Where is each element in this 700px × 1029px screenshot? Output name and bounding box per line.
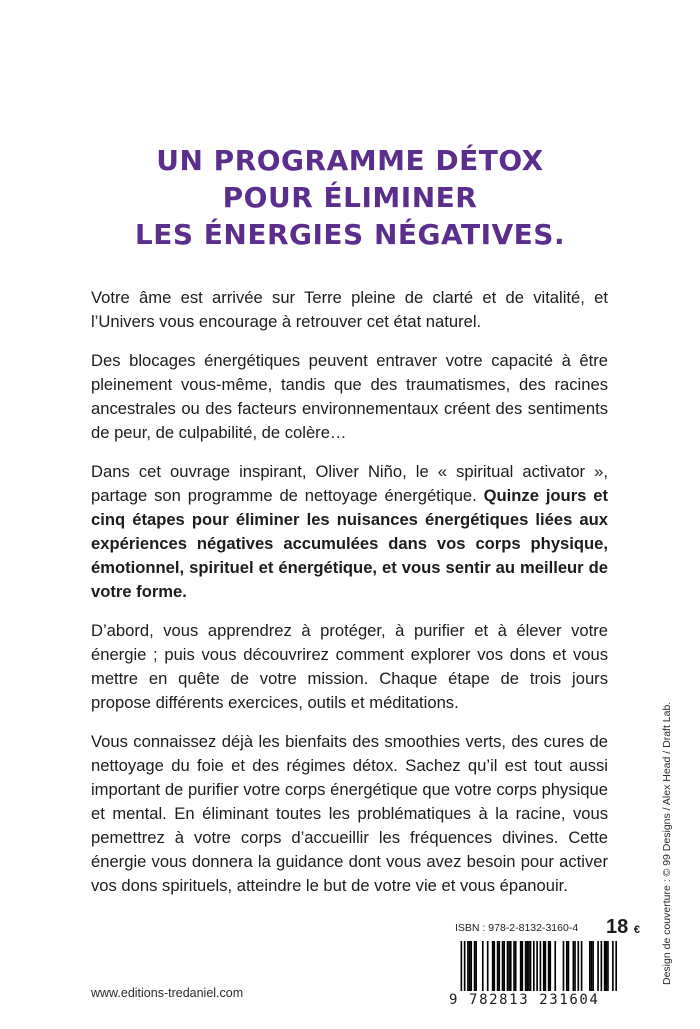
barcode-bar [573,941,575,997]
barcode-bars [449,941,617,997]
price-currency: € [633,924,640,936]
barcode-bar [566,941,568,997]
barcode-digits: 9 782813 231604 [449,991,617,1009]
barcode-bar [577,941,579,997]
barcode-bar [513,941,515,997]
barcode-bar [543,941,545,997]
barcode-bar [549,941,551,997]
barcode-bar [548,941,550,997]
barcode-bar [503,941,505,997]
price [606,916,640,939]
barcode-bar [545,941,547,997]
barcode-bar [487,941,489,997]
barcode-bar [510,941,512,997]
barcode-bar [605,941,607,997]
barcode-bar [520,941,522,997]
isbn-price-row [455,914,640,942]
barcode-bar [493,941,495,997]
barcode-bar [581,941,583,997]
barcode-bar [536,941,538,997]
paragraph-3-plain: Dans cet ouvrage inspirant, Oliver Niño, le « spiritual activator », partage son programme de nettoyage énergétique. [91,462,608,505]
barcode-bar [530,941,532,997]
paragraph-4: D’abord, vous apprendrez à protéger, à purifier et à élever votre énergie ; puis vous découvrirez comment explorer vos dons et vous mettre en quête de votre mission. Chaque étape de trois jours propose différents exercices, outils et méditations. [91,621,608,712]
barcode-bar [508,941,510,997]
barcode-bar [492,941,494,997]
barcode-bar [464,941,466,997]
barcode-bar [507,941,509,997]
paragraph-1: Votre âme est arrivée sur Terre pleine de clarté et de vitalité, et l’Univers vous encourage à retrouver cet état naturel. [91,288,608,331]
barcode-bar [469,941,471,997]
isbn-number: ISBN : 978-2-8132-3160-4 [455,922,579,934]
barcode-bar [528,941,530,997]
cover-design-credit: Design de couverture : © 99 Designs / Alex Head / Draft Lab. [661,701,673,985]
barcode-bar [615,941,617,997]
barcode-bar [597,941,599,997]
barcode-bar [568,941,570,997]
barcode-bar [482,941,484,997]
paragraph-2: Des blocages énergétiques peuvent entraver votre capacité à être pleinement vous-même, tandis que des traumatismes, des racines ancestrales ou des facteurs environnementaux créent des sentiments de peur, de culpabilité, de colère… [91,351,608,442]
barcode-bar [607,941,609,997]
barcode-bar [470,941,472,997]
barcode-bar [604,941,606,997]
back-cover-text [91,286,608,913]
barcode-bar [467,941,469,997]
barcode-bar [502,941,504,997]
barcode-bar [601,941,603,997]
barcode [449,941,617,1009]
headline-line-3: LES ÉNERGIES NÉGATIVES. [134,218,566,251]
barcode-bar [591,941,593,997]
barcode-bar [526,941,528,997]
paragraph-3 [91,460,608,604]
barcode-bar [612,941,614,997]
barcode-bar [525,941,527,997]
barcode-bar [592,941,594,997]
headline-line-1: UN PROGRAMME DÉTOX [156,144,544,177]
paragraph-3-bold: Quinze jours et cinq étapes pour éliminer les nuisances énergétiques liées aux expériences négatives accumulées dans vos corps physique, émotionnel, spirituel et énergétique, et vous sentir au meilleur de votre forme. [91,486,608,601]
headline-line-2: POUR ÉLIMINER [222,181,478,214]
barcode-bar [533,941,535,997]
barcode-bar [461,941,463,997]
paragraph-5: Vous connaissez déjà les bienfaits des smoothies verts, des cures de nettoyage du foie et des régimes détox. Sachez qu’il est tout aussi important de purifier votre corps énergétique que votre corps physique et mental. En éliminant toutes les problématiques à la racine, vous pemettrez à votre corps d’accueillir les fréquences divines. Cette énergie vous donnera la guidance dont vous avez besoin pour activer vos dons spirituels, atteindre le but de votre vie et vous épanouir. [91,732,608,895]
barcode-bar [475,941,477,997]
barcode-bar [521,941,523,997]
barcode-bar [540,941,542,997]
barcode-bar [498,941,500,997]
headline [0,142,700,253]
barcode-bar [474,941,476,997]
barcode-bar [589,941,591,997]
barcode-bar [574,941,576,997]
price-amount: 18 [606,916,629,938]
publisher-website[interactable]: www.editions-tredaniel.com [91,986,244,1000]
barcode-bar [515,941,517,997]
barcode-bar [497,941,499,997]
barcode-bar [554,941,556,997]
barcode-bar [563,941,565,997]
